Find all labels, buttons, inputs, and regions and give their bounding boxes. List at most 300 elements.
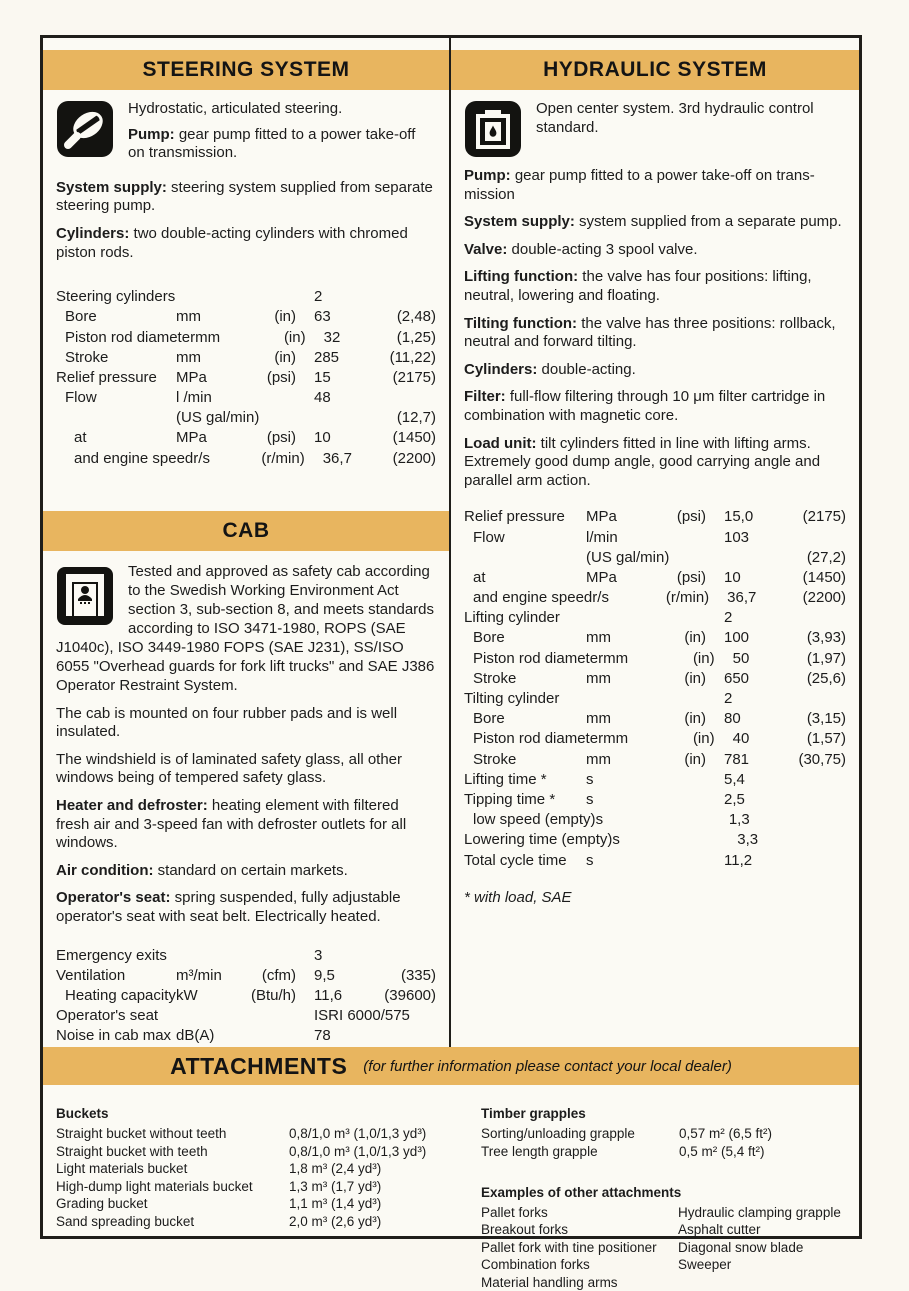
spec-row — [464, 831, 846, 849]
spec-label: and engine speed — [74, 449, 194, 467]
spec-row — [56, 967, 436, 985]
spec-label: Lifting time * — [464, 770, 547, 788]
attachment-name: Straight bucket with teeth — [56, 1143, 208, 1159]
paragraph-text: steering system supplied from separate steering pump. — [56, 178, 433, 215]
hydraulic-paragraph — [464, 388, 846, 425]
steering-intro-paragraph — [128, 100, 436, 119]
spec-unit-metric: mm — [586, 710, 611, 728]
spec-unit-imperial — [644, 791, 706, 809]
spec-unit-metric: mm — [586, 750, 611, 768]
other-attachments-col2 — [678, 1204, 846, 1291]
paragraph-text: Open center system. 3rd hydraulic control standard. — [536, 100, 814, 136]
paragraph-lead: Load unit: — [464, 434, 537, 452]
spec-label: Stroke — [473, 669, 517, 687]
spec-row — [464, 730, 846, 748]
spec-value-metric: 32 — [323, 328, 341, 346]
other-attachment-item: Combination forks — [481, 1257, 590, 1273]
spec-value-imperial — [782, 609, 846, 627]
spec-unit-imperial — [651, 811, 711, 829]
attachments-body — [43, 1085, 859, 1291]
paragraph-text: double-acting 3 spool valve. — [507, 240, 698, 258]
spec-unit-imperial: (in) — [684, 629, 706, 647]
spec-value-metric: 36,7 — [727, 589, 757, 607]
cab-lead-block — [56, 563, 436, 695]
paragraph-text: gear pump fitted to a power take-off on trans-mission — [464, 167, 815, 203]
spec-unit-metric: dB(A) — [176, 1027, 215, 1045]
paragraph-lead: Cylinders: — [56, 224, 130, 242]
spec-unit-imperial: (r/min) — [261, 449, 305, 467]
spec-unit-metric: MPa — [176, 429, 207, 447]
spec-unit-metric: mm — [603, 649, 629, 667]
spec-label: Bore — [473, 710, 505, 728]
spec-unit-metric: mm — [195, 328, 221, 346]
attachment-row — [56, 1125, 481, 1143]
attachments-dealer-note: (for further information please contact your local dealer) — [363, 1057, 732, 1075]
spec-unit-metric: l /min — [176, 389, 212, 407]
spec-unit-metric: mm — [586, 629, 611, 647]
spec-unit-metric: s — [586, 790, 594, 808]
spec-unit-imperial — [644, 529, 706, 547]
spec-row — [464, 670, 846, 688]
spec-unit-imperial — [234, 409, 296, 427]
spec-unit-metric: (US gal/min) — [586, 548, 670, 566]
spec-unit-imperial: (psi) — [266, 368, 296, 386]
spec-row — [464, 609, 846, 627]
spec-label: Ventilation — [56, 966, 126, 984]
paragraph-text: the valve has four positions: lifting, neutral, lowering and floating. — [464, 268, 812, 304]
spec-unit-metric — [176, 1007, 234, 1025]
spec-unit-metric: MPa — [586, 568, 617, 586]
hydraulic-paragraph — [464, 167, 846, 204]
spec-value-metric: 78 — [314, 1027, 331, 1045]
spec-label: Lifting cylinder — [464, 609, 560, 627]
hydraulic-section-title: HYDRAULIC SYSTEM — [543, 58, 767, 81]
cab-section-header — [43, 511, 449, 551]
other-attachment-item: Pallet forks — [481, 1204, 548, 1220]
spec-unit-metric — [176, 288, 234, 306]
attachment-name: Tree length grapple — [481, 1143, 598, 1159]
steering-wheel-icon — [56, 100, 114, 170]
paragraph-text: standard on certain markets. — [153, 861, 348, 879]
timber-grapples-heading: Timber grapples — [481, 1106, 586, 1122]
spec-unit-metric: MPa — [176, 368, 207, 386]
spec-unit-imperial: (in) — [684, 750, 706, 768]
spec-label — [56, 409, 176, 427]
spec-unit-metric: mm — [603, 730, 629, 748]
spec-row — [56, 308, 436, 326]
spec-unit-imperial — [234, 1027, 296, 1045]
paragraph-text: gear pump fitted to a power take-off on transmission. — [128, 125, 416, 162]
cab-paragraph — [56, 705, 436, 742]
cab-section-title: CAB — [222, 519, 270, 543]
spec-value-metric — [724, 549, 782, 567]
spec-unit-imperial: (psi) — [676, 508, 706, 526]
cab-paragraph — [56, 862, 436, 881]
paragraph-lead: System supply: — [56, 178, 167, 196]
two-column-area — [43, 38, 859, 1047]
hydraulic-paragraphs — [451, 167, 859, 490]
oil-container-icon — [464, 100, 522, 158]
spec-label: Stroke — [65, 348, 109, 366]
timber-grapples-block — [481, 1105, 846, 1160]
spec-unit-metric: s — [612, 831, 620, 849]
spec-label: low speed (empty) — [473, 811, 596, 829]
paragraph-text: two double-acting cylinders with chromed piston rods. — [56, 224, 408, 261]
spec-row — [464, 549, 846, 567]
spec-value-metric: 2,5 — [724, 790, 745, 808]
hydraulic-paragraph — [464, 241, 846, 260]
timber-grapples-list — [481, 1125, 846, 1160]
spec-unit-imperial: (psi) — [266, 429, 296, 447]
spec-row — [56, 1007, 436, 1025]
spec-unit-imperial: (r/min) — [665, 589, 710, 607]
other-attachments-col1 — [481, 1204, 678, 1291]
attachment-row — [56, 1195, 481, 1213]
attachment-value: 0,8/1,0 m³ (1,0/1,3 yd³) — [289, 1143, 427, 1159]
spec-unit-imperial: (cfm) — [261, 966, 296, 984]
paragraph-lead: Filter: — [464, 388, 506, 406]
spec-row — [464, 508, 846, 526]
hydraulic-spec-table — [464, 508, 846, 869]
hydraulic-intro-text — [536, 100, 846, 158]
other-attachments-heading: Examples of other attachments — [481, 1185, 682, 1201]
spec-unit-imperial — [644, 549, 706, 567]
spec-unit-imperial — [234, 1007, 296, 1025]
paragraph-lead: Cylinders: — [464, 360, 538, 378]
spec-row — [464, 811, 846, 829]
spec-value-imperial: (25,6) — [806, 669, 846, 687]
paragraph-text: spring suspended, fully adjustable operator's seat with seat belt. Electrically heated. — [56, 889, 401, 925]
spec-value-metric: 1,3 — [728, 811, 750, 829]
spec-value-imperial — [372, 288, 436, 306]
document-frame — [40, 35, 862, 1290]
spec-row — [56, 389, 436, 407]
spec-value-metric: 36,7 — [322, 449, 352, 467]
spec-value-imperial: (2175) — [802, 508, 846, 526]
spec-label: Heating capacity — [65, 986, 176, 1004]
hydraulic-paragraph — [464, 361, 846, 380]
spec-label: Piston rod diameter — [65, 328, 196, 346]
spec-label: Flow — [65, 389, 97, 407]
attachments-section-header — [43, 1047, 859, 1085]
cab-paragraph — [56, 751, 436, 788]
spec-value-metric: 80 — [724, 710, 741, 728]
spec-value-imperial: (2200) — [802, 589, 847, 607]
paragraph-text: Hydrostatic, articulated steering. — [128, 100, 343, 117]
steering-paragraph — [56, 225, 436, 262]
hydraulic-paragraph — [464, 315, 846, 352]
attachments-section-title: ATTACHMENTS — [170, 1052, 348, 1079]
spec-unit-imperial: (in) — [684, 669, 706, 687]
other-attachment-item: Sweeper — [678, 1257, 732, 1273]
paragraph-text: double-acting. — [537, 360, 636, 378]
attachment-name: Sand spreading bucket — [56, 1213, 195, 1229]
spec-row — [56, 429, 436, 447]
spec-value-metric: 5,4 — [724, 770, 745, 788]
spec-value-metric: 10 — [724, 568, 741, 586]
spec-row — [464, 650, 846, 668]
spec-value-metric: 103 — [724, 528, 750, 546]
buckets-block — [56, 1105, 481, 1291]
spec-unit-metric: MPa — [586, 508, 617, 526]
spec-label: Steering cylinders — [56, 288, 176, 306]
spec-value-metric: 781 — [724, 750, 750, 768]
spec-value-imperial: (1450) — [392, 429, 436, 447]
spec-value-imperial — [782, 852, 846, 870]
spec-unit-imperial: (in) — [684, 710, 706, 728]
spec-label: Relief pressure — [464, 508, 565, 526]
spec-row — [56, 1027, 436, 1045]
paragraph-lead: Operator's seat: — [56, 889, 171, 907]
spec-value-imperial — [789, 831, 846, 849]
spec-value-metric: 40 — [732, 730, 750, 748]
other-attachment-item: Diagonal snow blade — [678, 1239, 804, 1255]
spec-value-metric: 3 — [314, 946, 323, 964]
spec-value-imperial: (2,48) — [396, 308, 436, 326]
spec-value-imperial: (39600) — [384, 986, 436, 1004]
spec-value-metric: 10 — [314, 429, 331, 447]
spec-unit-imperial: (psi) — [676, 568, 706, 586]
spec-value-metric: 2 — [724, 690, 733, 707]
paragraph-lead: Air condition: — [56, 861, 154, 879]
spec-row — [464, 529, 846, 547]
spec-value-metric: 63 — [314, 308, 331, 326]
spec-unit-metric: r/s — [193, 449, 210, 467]
attachment-name: Straight bucket without teeth — [56, 1126, 227, 1141]
paragraph-lead: Pump: — [128, 125, 175, 143]
spec-value-metric: 15 — [314, 368, 331, 386]
hydraulic-intro — [464, 100, 846, 158]
spec-unit-metric — [176, 947, 234, 965]
attachment-value: 1,8 m³ (2,4 yd³) — [289, 1161, 382, 1177]
spec-label: Tilting cylinder — [464, 690, 560, 707]
paragraph-text: tilt cylinders fitted in line with lifting arms. Extremely good dump angle, good carrying angle and parallel arm action. — [464, 434, 821, 489]
paragraph-text: full-flow filtering through 10 μm filter cartridge in combination with magnetic core. — [464, 388, 826, 424]
hydraulic-paragraph — [464, 435, 846, 491]
spec-value-imperial: (2175) — [392, 368, 436, 386]
spec-value-imperial: (1,57) — [806, 730, 846, 748]
attachment-value: 0,5 m² (5,4 ft²) — [679, 1143, 765, 1159]
spec-row — [464, 589, 846, 607]
steering-intro — [56, 100, 436, 170]
attachment-name: Grading bucket — [56, 1196, 148, 1212]
spec-row — [56, 987, 436, 1005]
spec-row — [56, 288, 436, 306]
attachment-value: 1,1 m³ (1,4 yd³) — [289, 1196, 382, 1212]
other-attachments-block — [481, 1184, 846, 1291]
cab-spec-table — [56, 947, 436, 1045]
spec-value-imperial — [785, 811, 846, 829]
spec-unit-imperial — [234, 389, 296, 407]
spec-value-metric: 650 — [724, 669, 750, 687]
paragraph-text: heating element with filtered fresh air and 3-speed fan with defroster outlets for all windows. — [56, 796, 407, 852]
spec-value-metric: 285 — [314, 348, 340, 366]
spec-label: Tipping time * — [464, 790, 556, 808]
attachment-value: 0,57 m² (6,5 ft²) — [679, 1126, 773, 1141]
paragraph-lead: Pump: — [464, 167, 511, 184]
spec-unit-imperial — [644, 852, 706, 870]
cab-paragraph — [56, 797, 436, 853]
spec-unit-metric: kW — [176, 986, 198, 1004]
other-attachment-item: Material handling arms — [481, 1274, 618, 1290]
steering-paragraphs — [43, 179, 449, 262]
paragraph-lead: System supply: — [464, 213, 575, 231]
spec-value-imperial: (27,2) — [806, 548, 846, 566]
other-attachment-item: Breakout forks — [481, 1222, 569, 1238]
spec-label: Bore — [473, 629, 505, 647]
spec-value-metric: 11,2 — [724, 851, 753, 869]
cab-paragraph — [56, 889, 436, 926]
spec-row — [56, 349, 436, 367]
steering-section-title: STEERING SYSTEM — [142, 58, 350, 81]
spec-label: and engine speed — [473, 589, 593, 607]
spec-unit-imperial — [234, 288, 296, 306]
spec-unit-imperial: (Btu/h) — [250, 986, 296, 1004]
right-column — [451, 38, 859, 1047]
spec-label: Flow — [473, 528, 505, 546]
spec-value-imperial: (12,7) — [396, 409, 436, 427]
steering-spec-table — [56, 288, 436, 467]
attachment-row — [56, 1143, 481, 1161]
other-attachments-columns — [481, 1204, 846, 1291]
spec-label: Piston rod diameter — [473, 730, 604, 748]
attachment-value: 2,0 m³ (2,6 yd³) — [289, 1213, 382, 1229]
spec-label: Stroke — [473, 750, 517, 768]
steering-paragraph — [56, 179, 436, 216]
other-attachment-item: Hydraulic clamping grapple — [678, 1204, 841, 1220]
cab-paragraphs — [43, 705, 449, 927]
other-attachment-item: Pallet fork with tine positioner — [481, 1239, 657, 1255]
spec-value-imperial: (3,15) — [806, 710, 846, 728]
hydraulic-section-header — [451, 50, 859, 90]
spec-unit-metric: mm — [586, 669, 611, 687]
attachment-row — [56, 1178, 481, 1196]
spec-row — [464, 751, 846, 769]
spec-value-imperial: (3,93) — [806, 629, 846, 647]
cab-operator-icon — [56, 565, 114, 627]
spec-label: Emergency exits — [56, 946, 167, 964]
spec-value-imperial — [372, 1007, 436, 1025]
spec-value-imperial — [372, 947, 436, 965]
spec-unit-metric: (US gal/min) — [176, 409, 260, 427]
spec-value-imperial: (335) — [400, 966, 436, 984]
spec-label: at — [473, 568, 486, 586]
spec-value-imperial — [782, 771, 846, 789]
spec-label: Operator's seat — [56, 1007, 159, 1025]
attachment-row — [481, 1143, 846, 1161]
buckets-list — [56, 1125, 481, 1230]
other-attachment-item: Asphalt cutter — [678, 1222, 761, 1238]
spec-row — [464, 791, 846, 809]
spec-row — [56, 369, 436, 387]
spec-value-metric: 2 — [314, 288, 323, 306]
spec-unit-imperial: (in) — [692, 649, 715, 667]
spec-value-imperial — [372, 1027, 436, 1045]
spec-value-imperial — [372, 389, 436, 407]
spec-label: Noise in cab max — [56, 1027, 172, 1045]
steering-intro-text — [128, 100, 436, 170]
hydraulic-paragraph — [464, 213, 846, 232]
spec-value-metric — [314, 409, 372, 427]
attachment-value: 1,3 m³ (1,7 yd³) — [289, 1178, 382, 1194]
steering-intro-paragraph — [128, 126, 436, 163]
spec-value-metric: 2 — [724, 609, 733, 627]
attachment-row — [56, 1213, 481, 1231]
spec-unit-imperial — [644, 609, 706, 627]
buckets-heading: Buckets — [56, 1106, 109, 1122]
spec-value-metric: 9,5 — [314, 966, 335, 984]
paragraph-text: The windshield is of laminated safety glass, all other windows being of tempered safety glass. — [56, 750, 403, 787]
spec-unit-imperial: (in) — [283, 328, 306, 346]
spec-unit-imperial — [664, 831, 719, 849]
spec-unit-imperial: (in) — [692, 730, 715, 748]
spec-row — [464, 710, 846, 728]
spec-row — [464, 569, 846, 587]
spec-value-imperial — [782, 791, 846, 809]
spec-value-imperial — [782, 690, 846, 708]
paragraph-lead: Tilting function: — [464, 314, 578, 332]
spec-value-imperial: (2200) — [392, 449, 437, 467]
spec-label: Lowering time (empty) — [464, 831, 613, 849]
spec-unit-metric: mm — [176, 348, 201, 366]
hydraulic-intro-paragraph — [536, 100, 846, 137]
spec-row — [464, 852, 846, 870]
spec-row — [464, 771, 846, 789]
paragraph-text: the valve has three positions: rollback, neutral and forward tilting. — [464, 314, 836, 351]
spec-label — [464, 549, 586, 567]
spec-row — [56, 409, 436, 427]
spec-value-imperial: (1450) — [802, 568, 846, 586]
attachment-name: Sorting/unloading grapple — [481, 1126, 635, 1141]
hydraulic-footnote: * with load, SAE — [464, 889, 572, 907]
spec-row — [56, 947, 436, 965]
spec-value-metric: 15,0 — [724, 508, 754, 526]
spec-value-metric: 48 — [314, 389, 331, 407]
spec-value-imperial: (1,97) — [806, 649, 846, 667]
spec-row — [56, 450, 436, 468]
spec-unit-metric: mm — [176, 308, 201, 326]
spec-row — [56, 329, 436, 347]
paragraph-lead: Lifting function: — [464, 268, 579, 286]
spec-unit-metric: s — [586, 770, 594, 788]
spec-unit-imperial — [644, 690, 706, 708]
spec-value-metric: 100 — [724, 629, 750, 647]
hydraulic-paragraph — [464, 268, 846, 305]
spec-label: Bore — [65, 308, 97, 326]
spec-unit-metric: s — [595, 811, 604, 829]
paragraph-text: system supplied from a separate pump. — [574, 213, 842, 231]
spec-unit-metric: s — [586, 851, 594, 869]
steering-section-header — [43, 50, 449, 90]
spec-label: Piston rod diameter — [473, 649, 604, 667]
spec-value-metric: 11,6 — [314, 986, 343, 1004]
spec-unit-imperial — [644, 771, 706, 789]
attachment-name: Light materials bucket — [56, 1161, 188, 1177]
paragraph-text: The cab is mounted on four rubber pads and is well insulated. — [56, 704, 398, 741]
spec-label: Relief pressure — [56, 368, 157, 386]
spec-unit-imperial: (in) — [274, 308, 296, 326]
spec-row — [464, 629, 846, 647]
spec-unit-metric — [586, 690, 644, 708]
spec-unit-metric — [586, 609, 644, 627]
spec-unit-imperial — [234, 947, 296, 965]
left-column — [43, 38, 451, 1047]
spec-row — [464, 690, 846, 708]
paragraph-lead: Heater and defroster: — [56, 796, 208, 814]
paragraph-lead: Valve: — [464, 240, 508, 258]
spec-value-imperial: (30,75) — [798, 750, 846, 768]
spec-unit-metric: m³/min — [176, 966, 222, 984]
